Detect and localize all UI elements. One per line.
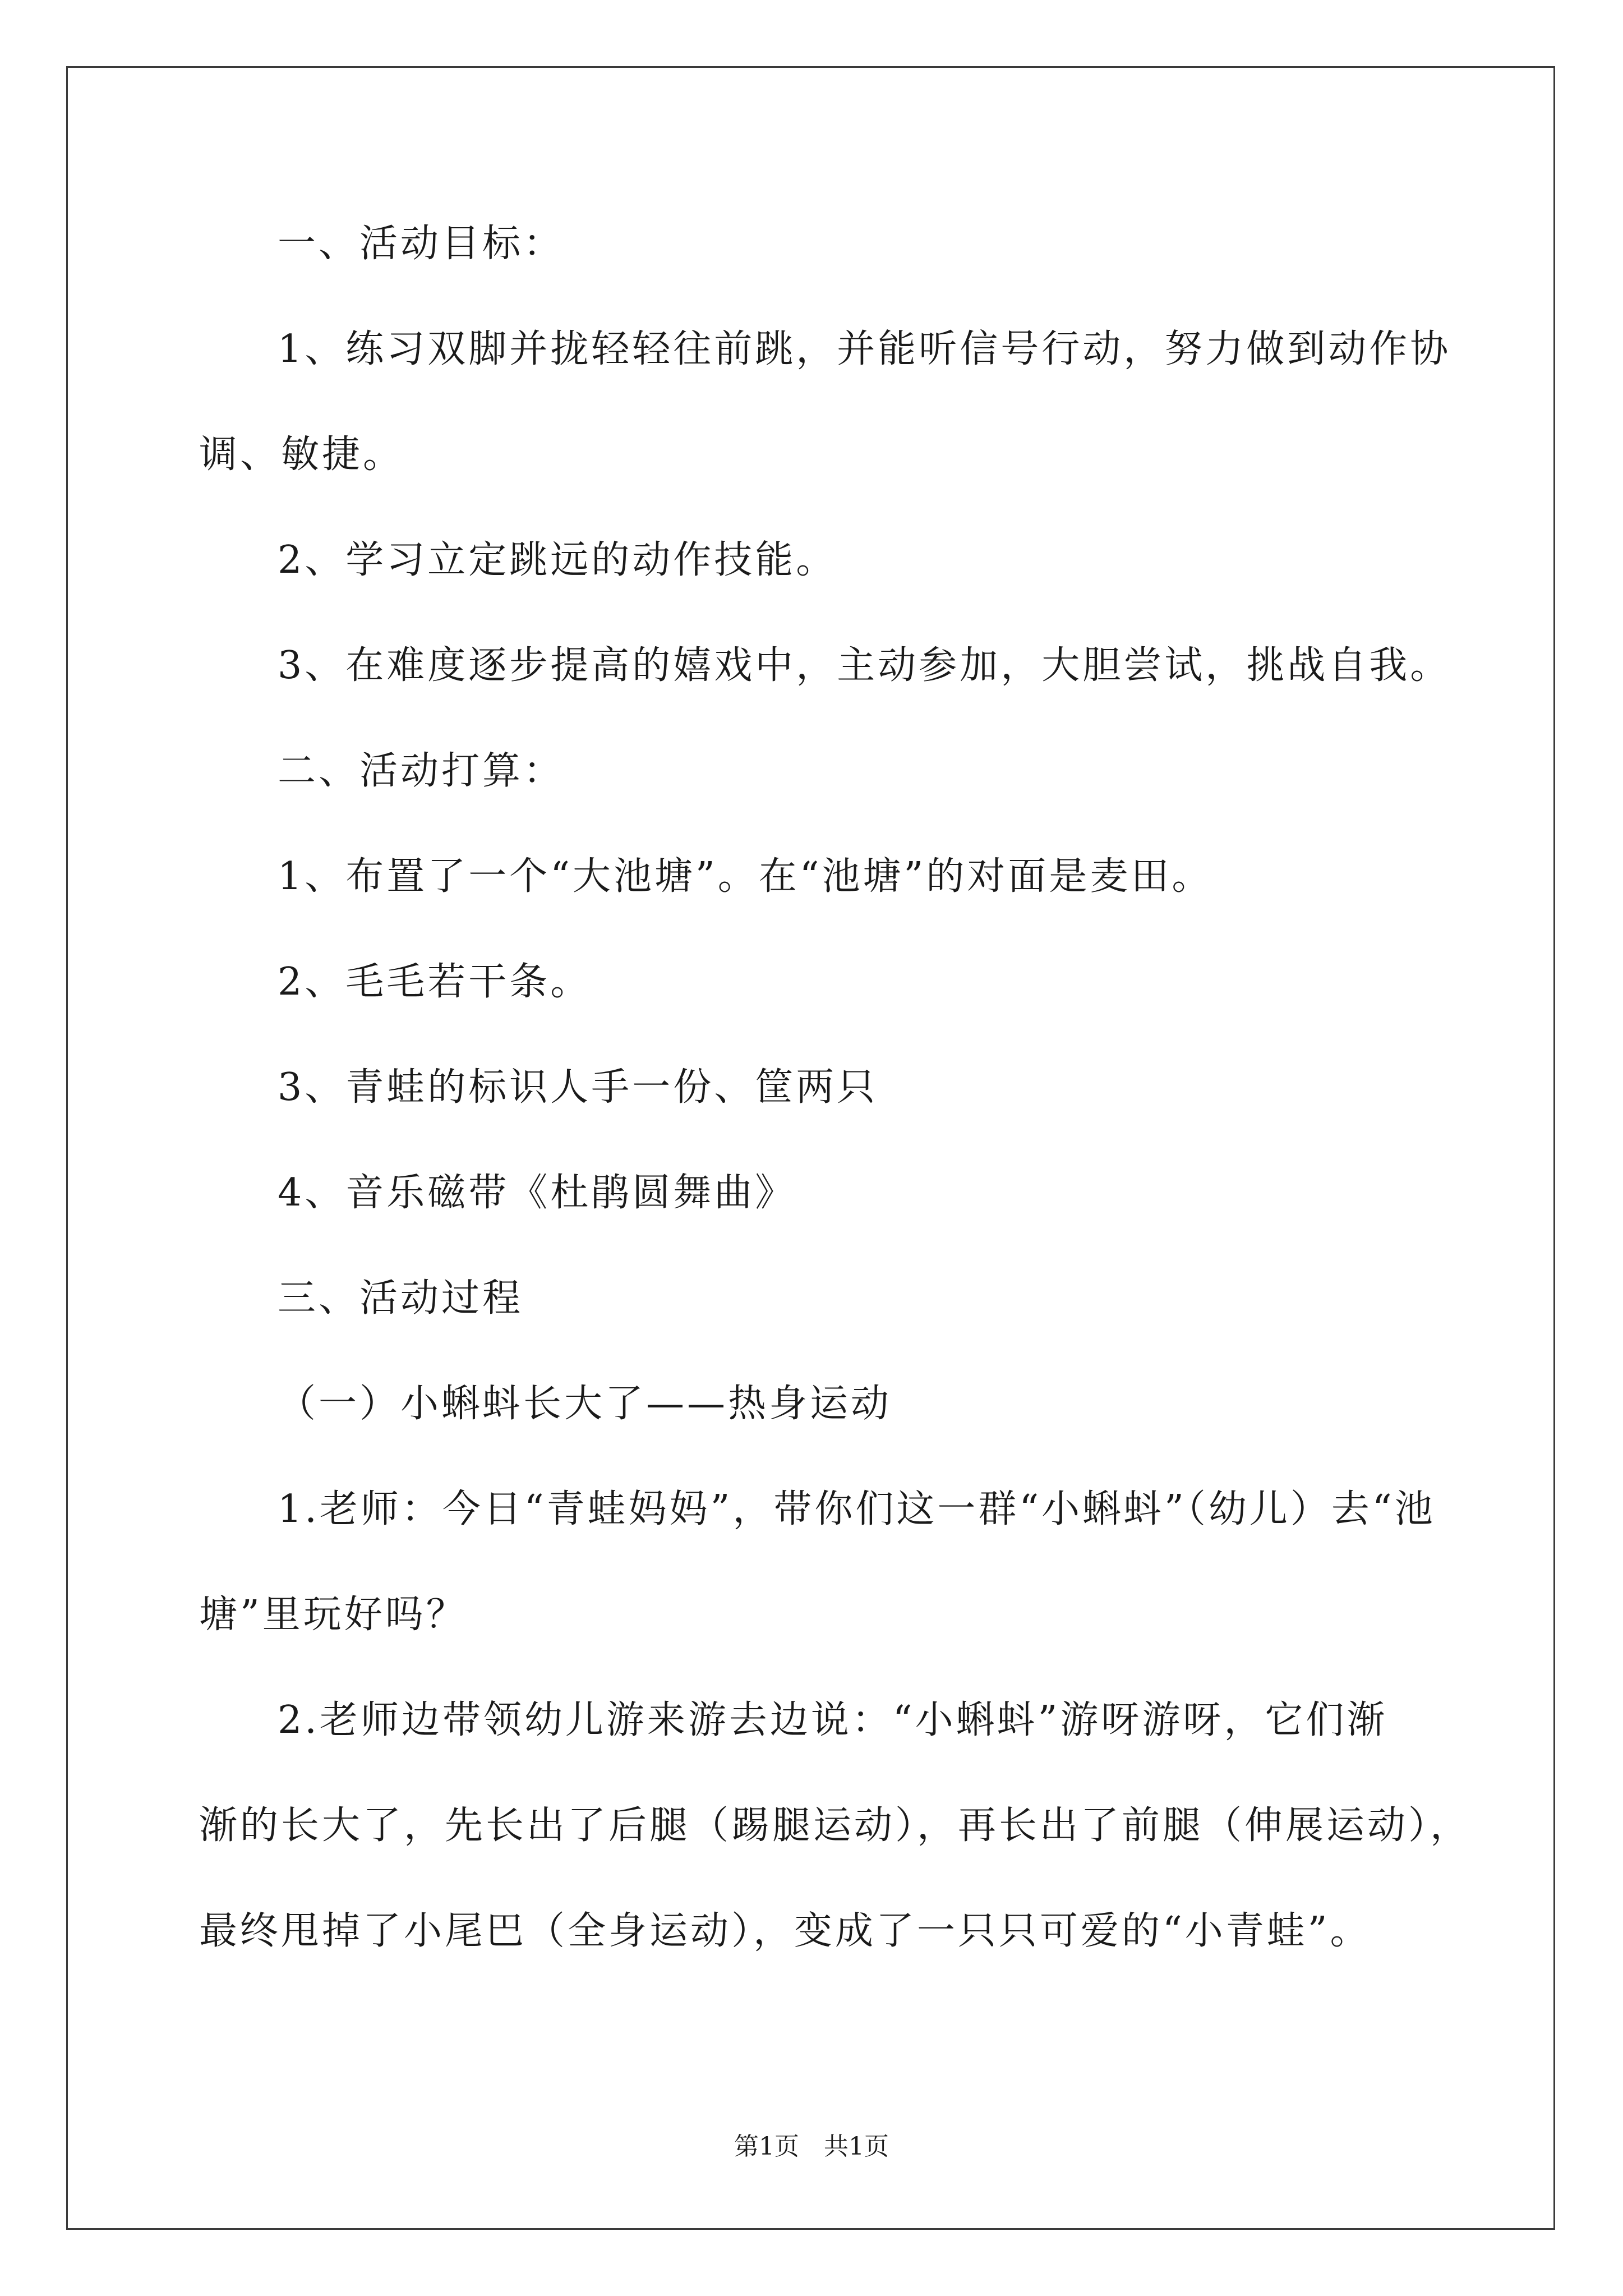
paragraph-line: 2、学习立定跳远的动作技能。	[278, 538, 837, 582]
section-heading: 三、活动过程	[278, 1276, 524, 1320]
paragraph-line: 2.老师边带领幼儿游来游去边说：“小蝌蚪”游呀游呀，它们渐	[278, 1698, 1388, 1742]
paragraph-line: 渐的长大了，先长出了后腿（踢腿运动），再长出了前腿（伸展运动），	[199, 1803, 1472, 1848]
paragraph-line: 2、毛毛若干条。	[278, 960, 592, 1004]
paragraph-line: 3、在难度逐步提高的嬉戏中，主动参加，大胆尝试，挑战自我。	[278, 643, 1451, 688]
paragraph-line: 1.老师：今日“青蛙妈妈”，带你们这一群“小蝌蚪”（幼儿）去“池	[278, 1487, 1436, 1531]
page-border	[66, 66, 1555, 2230]
paragraph-line: 3、青蛙的标识人手一份、筐两只	[278, 1065, 878, 1110]
section-heading: 一、活动目标：	[278, 222, 565, 266]
paragraph-line: 4、音乐磁带《杜鹃圆舞曲》	[278, 1171, 796, 1215]
paragraph-line: 塘”里玩好吗？	[199, 1593, 467, 1637]
paragraph-line: 最终甩掉了小尾巴（全身运动），变成了一只只可爱的“小青蛙”。	[199, 1909, 1371, 1953]
paragraph-line: 1、练习双脚并拢轻轻往前跳，并能听信号行动，努力做到动作协	[278, 327, 1451, 371]
subsection-heading: （一）小蝌蚪长大了——热身运动	[278, 1382, 892, 1426]
paragraph-line: 1、布置了一个“大池塘”。在“池塘”的对面是麦田。	[278, 854, 1213, 899]
paragraph-line: 调、敏捷。	[199, 432, 404, 477]
page-number: 第1页 共1页	[734, 2132, 889, 2161]
section-heading: 二、活动打算：	[278, 749, 565, 793]
